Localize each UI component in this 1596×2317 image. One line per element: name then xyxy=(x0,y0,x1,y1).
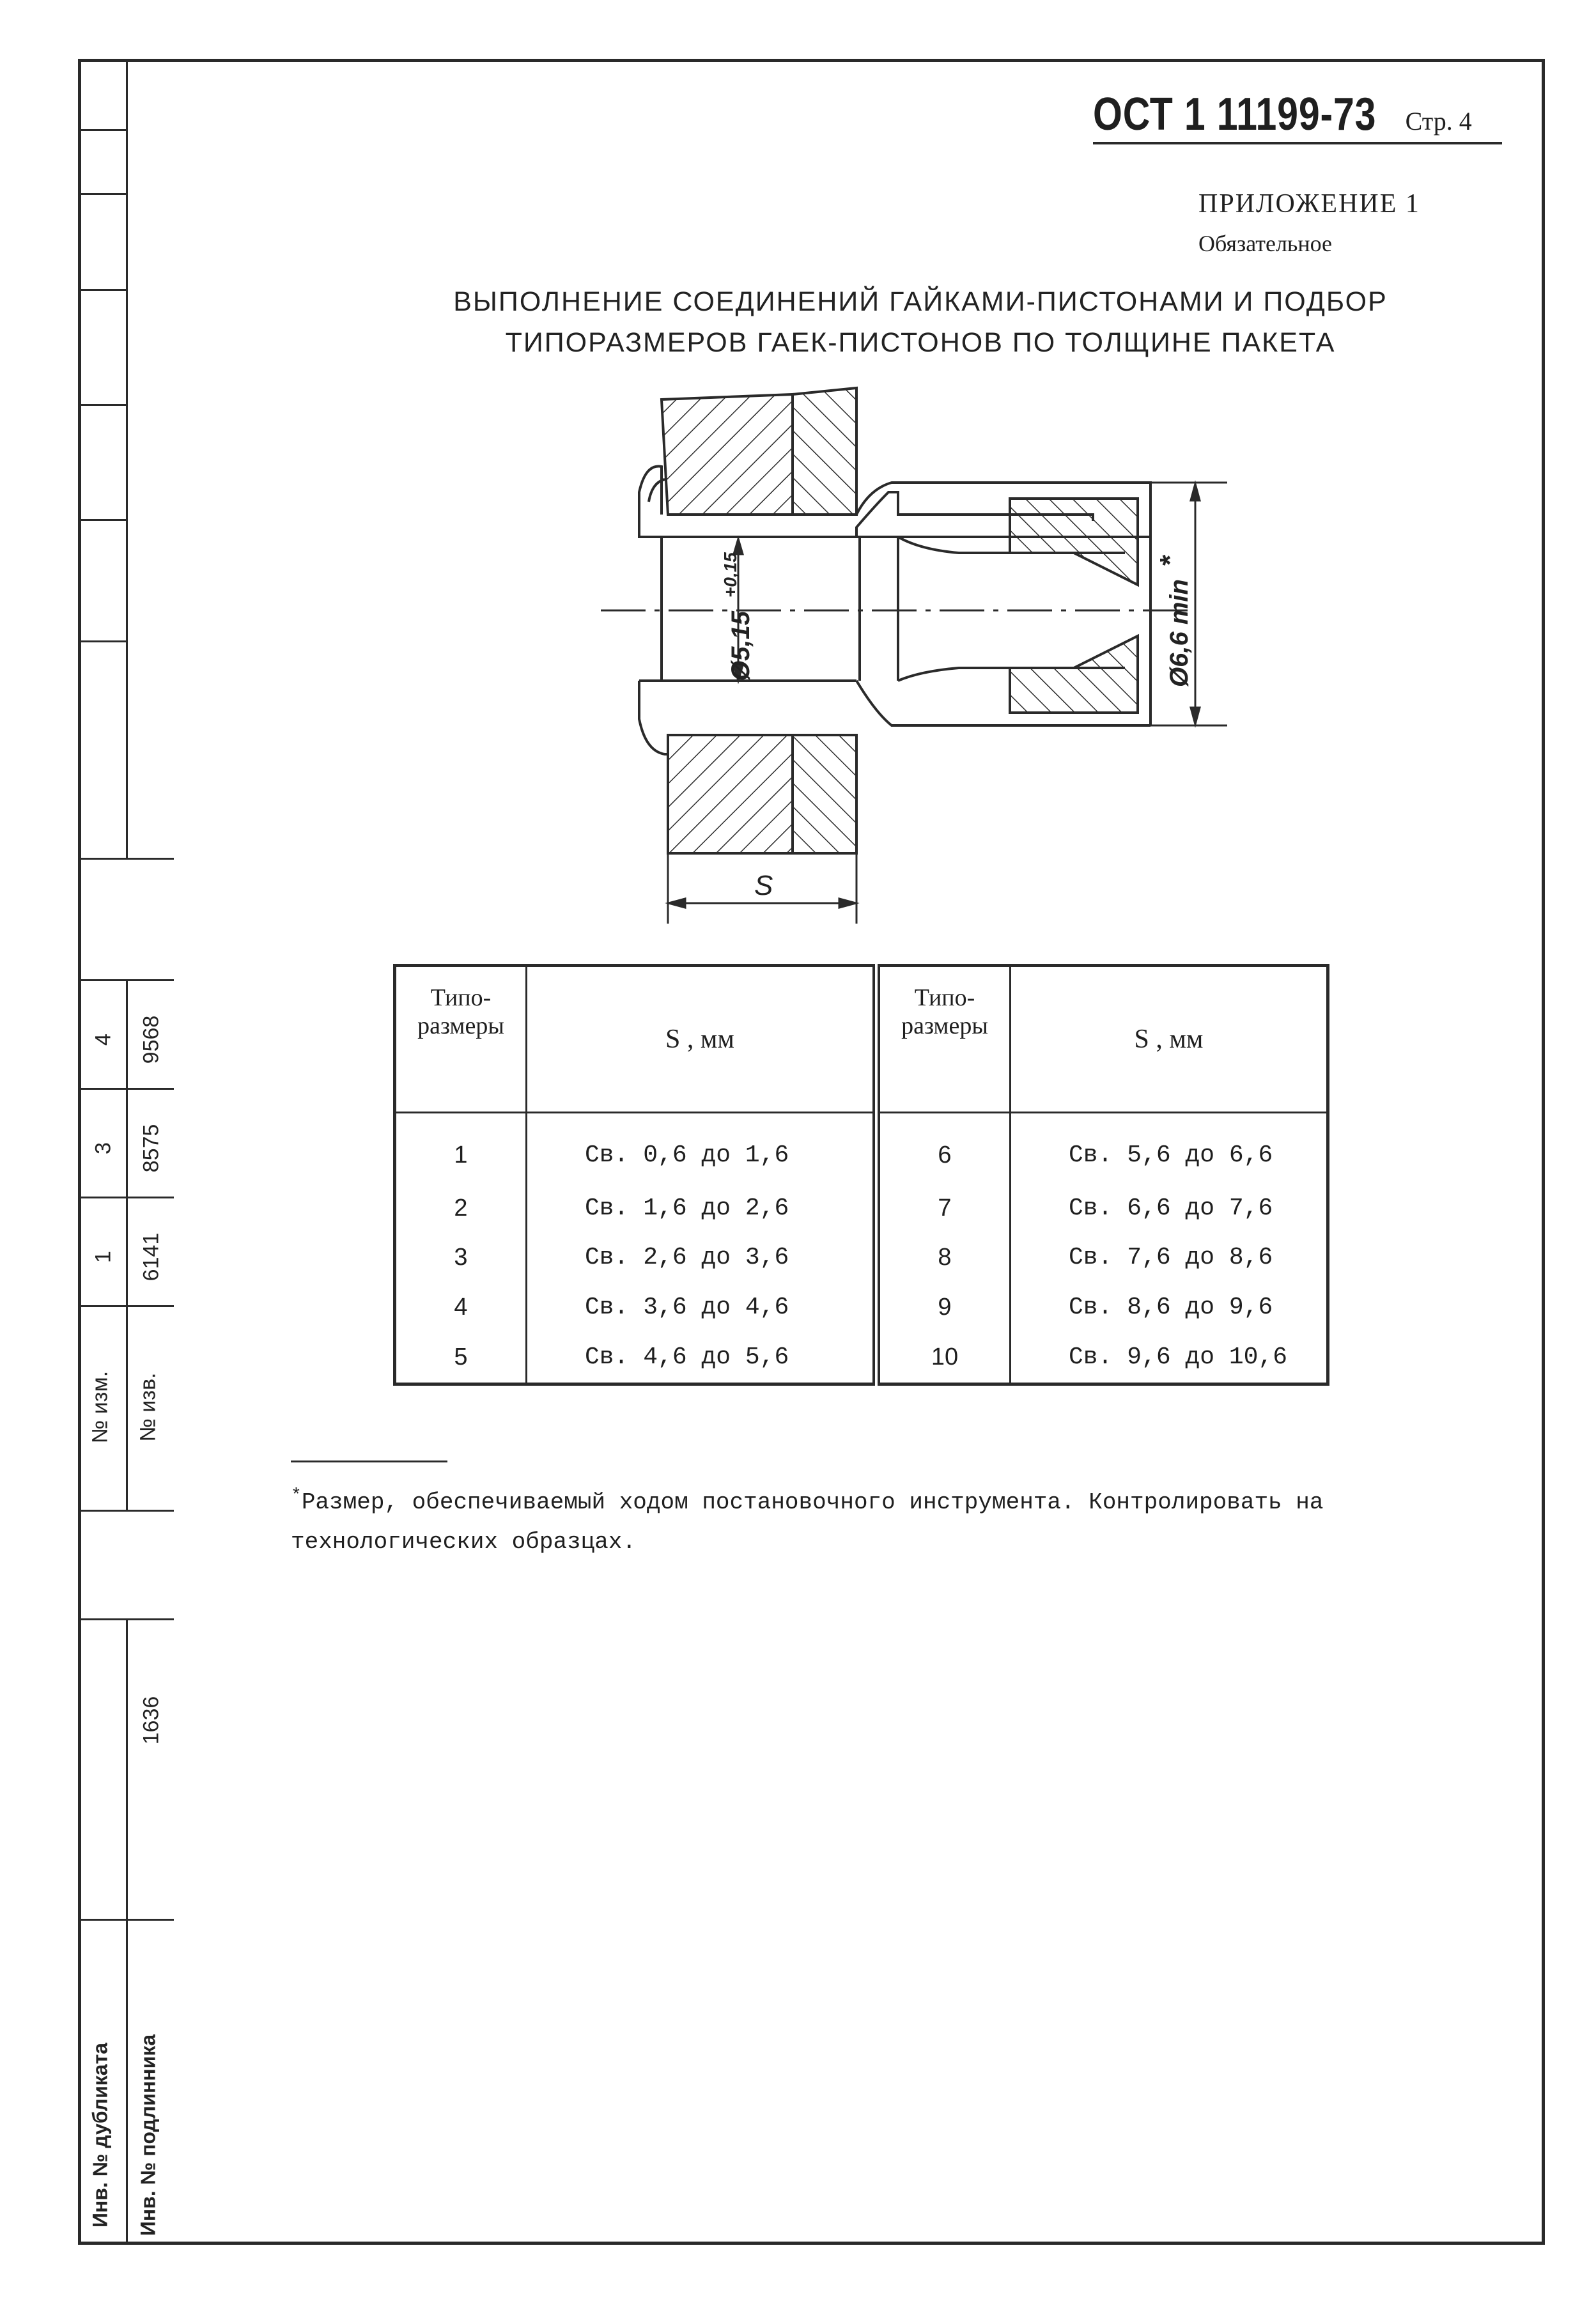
dim-bore-label: Ø5,15 xyxy=(727,611,755,681)
dim-outer-label: Ø6,6 min xyxy=(1165,579,1193,687)
col-s-header: S , мм xyxy=(527,966,877,1113)
table-row: 3 Св. 2,6 до 3,6 8 Св. 7,6 до 8,6 xyxy=(395,1233,1328,1283)
table-row: 2 Св. 1,6 до 2,6 7 Св. 6,6 до 7,6 xyxy=(395,1183,1328,1233)
sidebar-notice-2: 8575 xyxy=(139,1124,164,1173)
sidebar-change-2: 3 xyxy=(91,1142,116,1154)
title-line-1: ВЫПОЛНЕНИЕ СОЕДИНЕНИЙ ГАЙКАМИ-ПИСТОНАМИ И ПОДБОР xyxy=(453,286,1388,317)
sidebar-change-3: 4 xyxy=(91,1034,116,1046)
upper-sheet-left xyxy=(662,394,793,515)
dim-outer-star: * xyxy=(1154,554,1186,566)
title-line-2: ТИПОРАЗМЕРОВ ГАЕК-ПИСТОНОВ ПО ТОЛЩИНЕ ПАКЕТА xyxy=(505,327,1336,358)
document-header xyxy=(1093,88,1472,141)
footnote-rule xyxy=(291,1461,447,1462)
col-type-header-right: Типо- размеры xyxy=(876,966,1011,1113)
page-number: Стр. 4 xyxy=(1405,107,1472,136)
appendix-status: Обязательное xyxy=(1198,231,1333,256)
sidebar-original-inv-value: 1636 xyxy=(139,1696,164,1745)
table-row: 4 Св. 3,6 до 4,6 9 Св. 8,6 до 9,6 xyxy=(395,1283,1328,1333)
sidebar-change-1: 1 xyxy=(91,1251,116,1263)
size-table xyxy=(393,964,1329,1386)
table-row: 1 Св. 0,6 до 1,6 6 Св. 5,6 до 6,6 xyxy=(395,1113,1328,1184)
threaded-sleeve-upper xyxy=(1010,499,1138,585)
lower-sheet-right xyxy=(793,735,856,853)
sidebar-notice-label: № изв. xyxy=(136,1372,160,1442)
upper-sheet-right xyxy=(793,388,856,515)
col-s-header-right: S , мм xyxy=(1011,966,1328,1113)
sidebar-notice-3: 9568 xyxy=(139,1015,164,1064)
footnote xyxy=(291,1476,1492,1562)
dim-bore-tolerance: +0,15 xyxy=(720,552,740,598)
threaded-sleeve-lower xyxy=(1010,636,1138,713)
appendix-label: ПРИЛОЖЕНИЕ 1 xyxy=(1198,189,1420,219)
header-rule xyxy=(1093,142,1502,144)
col-type-header: Типо- размеры xyxy=(395,966,527,1113)
lower-sheet-left xyxy=(668,735,793,853)
piston-nut-drawing xyxy=(601,380,1266,943)
table-row: 5 Св. 4,6 до 5,6 10 Св. 9,6 до 10,6 xyxy=(395,1332,1328,1384)
page-title xyxy=(320,281,1521,363)
document-code: ОСТ 1 11199-73 xyxy=(1093,89,1377,140)
sidebar-change-label: № изм. xyxy=(88,1370,112,1444)
footnote-marker: * xyxy=(291,1486,302,1506)
revision-sidebar xyxy=(78,59,174,2245)
sidebar-orig-inv-label: Инв. № подлинника xyxy=(136,2034,160,2236)
sidebar-notice-1: 6141 xyxy=(139,1232,164,1282)
sidebar-dup-inv-label: Инв. № дубликата xyxy=(88,2042,112,2228)
dim-thickness-label: S xyxy=(754,870,773,901)
footnote-text: Размер, обеспечиваемый ходом постановочного инструмента. Контролировать на технологических образцах. xyxy=(291,1489,1324,1555)
